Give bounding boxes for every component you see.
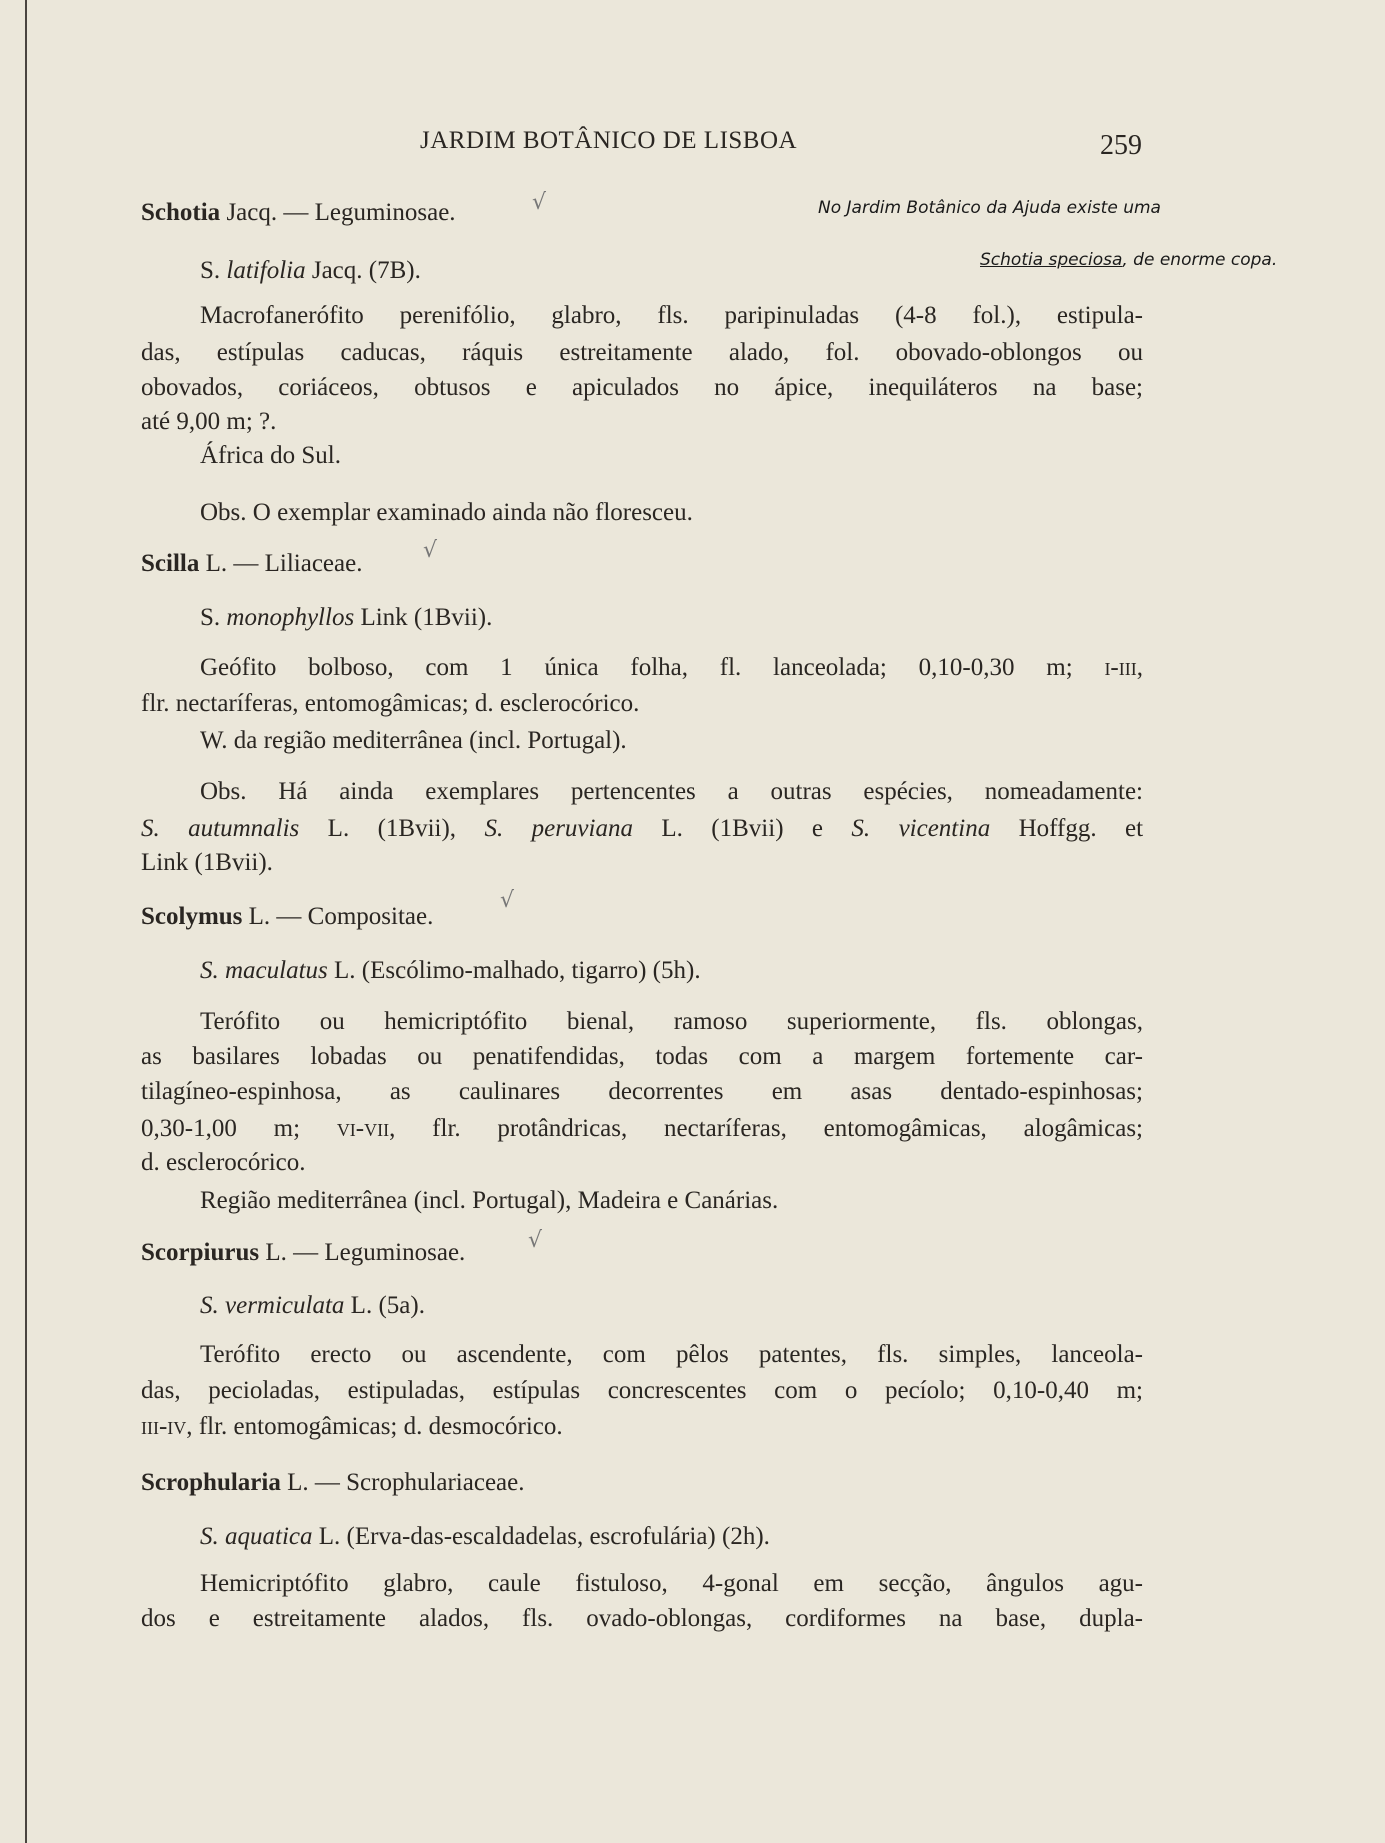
genus-name: Scolymus: [141, 903, 243, 930]
genus-family: L. — Leguminosae.: [265, 1239, 466, 1266]
text: L. (1Bvii),: [327, 815, 457, 842]
species-author: L. (5a).: [350, 1292, 425, 1319]
genus-heading: [141, 902, 1143, 932]
species-heading: [200, 603, 1143, 633]
page-edge-line: [25, 0, 27, 1843]
check-mark: √: [528, 1228, 543, 1253]
species-author: Jacq. (7B).: [311, 257, 421, 284]
text: L. (1Bvii) e: [661, 815, 824, 842]
text-line: Macrofanerófito perenifólio, glabro, fls. paripinuladas (4-8 fol.), estipula-: [200, 302, 1143, 329]
text: Geófito bolboso, com 1 única folha, fl. lanceolada; 0,10-0,30 m;: [200, 654, 1073, 681]
genus-name: Schotia: [141, 199, 221, 226]
species-name: S. aquatica: [200, 1523, 313, 1550]
handwritten-note-line1: No Jardim Botânico da Ajuda existe uma: [818, 198, 1161, 218]
text-line: as basilares lobadas ou penatifendidas, todas com a margem fortemente car-: [141, 1043, 1143, 1070]
genus-heading: [141, 1238, 1143, 1268]
genus-heading: [141, 1468, 1143, 1498]
text-line: Terófito erecto ou ascendente, com pêlos patentes, fls. simples, lanceola-: [200, 1341, 1143, 1368]
genus-family: L. — Compositae.: [248, 903, 434, 930]
text-line: [200, 653, 1143, 683]
species-heading: [200, 1522, 1143, 1552]
species-author: Link (1Bvii).: [360, 604, 493, 631]
genus-family: Jacq. — Leguminosae.: [226, 199, 456, 226]
distribution: África do Sul.: [200, 442, 341, 469]
species-name: S. vicentina: [851, 815, 991, 842]
observation: Obs. O exemplar examinado ainda não floresceu.: [200, 499, 693, 526]
flowering-months: i-iii,: [1104, 654, 1143, 681]
distribution: W. da região mediterrânea (incl. Portugal).: [200, 727, 627, 754]
species-name: monophyllos: [226, 604, 355, 631]
running-header: JARDIM BOTÂNICO DE LISBOA: [420, 127, 798, 154]
text-line: [141, 1412, 1143, 1442]
text: 0,30-1,00 m;: [141, 1115, 301, 1142]
text-line: [141, 1114, 1143, 1144]
genus-name: Scorpiurus: [141, 1239, 260, 1266]
observation-line: Link (1Bvii).: [141, 849, 273, 876]
genus-name: Scrophularia: [141, 1469, 281, 1496]
text-line: Hemicriptófito glabro, caule fistuloso, 4-gonal em secção, ângulos agu-: [200, 1570, 1143, 1597]
observation-line: [141, 814, 1143, 844]
genus-heading: [141, 198, 1143, 228]
text: Hoffgg. et: [1018, 815, 1144, 842]
genus-name: Scilla: [141, 550, 200, 577]
species-heading: [200, 1291, 1143, 1321]
text-line: tilagíneo-espinhosa, as caulinares decorrentes em asas dentado-espinhosas;: [141, 1078, 1143, 1105]
text-line: d. esclerocórico.: [141, 1149, 306, 1176]
flowering-months: vi-vii,: [336, 1115, 396, 1142]
species-heading: [200, 256, 1143, 286]
page-number: 259: [1100, 130, 1142, 161]
species-author: L. (Erva-das-escaldadelas, escrofulária) (2h).: [318, 1523, 770, 1550]
handwritten-text: , de enorme copa.: [1122, 250, 1278, 270]
handwritten-species: Schotia speciosa: [980, 250, 1123, 270]
text-line: das, pecioladas, estipuladas, estípulas concrescentes com o pecíolo; 0,10-0,40 m;: [141, 1377, 1143, 1404]
species-name: S. peruviana: [484, 815, 633, 842]
text-line: Terófito ou hemicriptófito bienal, ramoso superiormente, fls. oblongas,: [200, 1008, 1143, 1035]
species-name: S. vermiculata: [200, 1292, 345, 1319]
text-line: obovados, coriáceos, obtusos e apiculados no ápice, inequiláteros na base;: [141, 374, 1143, 401]
genus-heading: [141, 549, 1143, 579]
text: flr. protândricas, nectaríferas, entomogâmicas, alogâmicas;: [432, 1115, 1143, 1142]
flowering-months: iii-iv,: [141, 1413, 193, 1440]
species-name: S. autumnalis: [141, 815, 300, 842]
check-mark: √: [423, 538, 438, 563]
check-mark: √: [500, 888, 515, 913]
observation: Obs. Há ainda exemplares pertencentes a outras espécies, nomeadamente:: [200, 778, 1143, 805]
species-heading: [200, 956, 1143, 986]
species-name: S. maculatus: [200, 957, 328, 984]
text-line: dos e estreitamente alados, fls. ovado-oblongas, cordiformes na base, dupla-: [141, 1605, 1143, 1632]
species-author: L. (Escólimo-malhado, tigarro) (5h).: [334, 957, 701, 984]
genus-abbr: S.: [200, 604, 221, 631]
genus-family: L. — Liliaceae.: [205, 550, 363, 577]
species-name: latifolia: [226, 257, 306, 284]
genus-abbr: S.: [200, 257, 221, 284]
distribution: Região mediterrânea (incl. Portugal), Madeira e Canárias.: [200, 1187, 779, 1214]
text-line: até 9,00 m; ?.: [141, 408, 277, 435]
check-mark: √: [532, 190, 547, 215]
text: flr. entomogâmicas; d. desmocórico.: [198, 1413, 563, 1440]
text-line: flr. nectaríferas, entomogâmicas; d. esclerocórico.: [141, 690, 640, 717]
text-line: das, estípulas caducas, ráquis estreitamente alado, fol. obovado-oblongos ou: [141, 339, 1143, 366]
genus-family: L. — Scrophulariaceae.: [287, 1469, 525, 1496]
